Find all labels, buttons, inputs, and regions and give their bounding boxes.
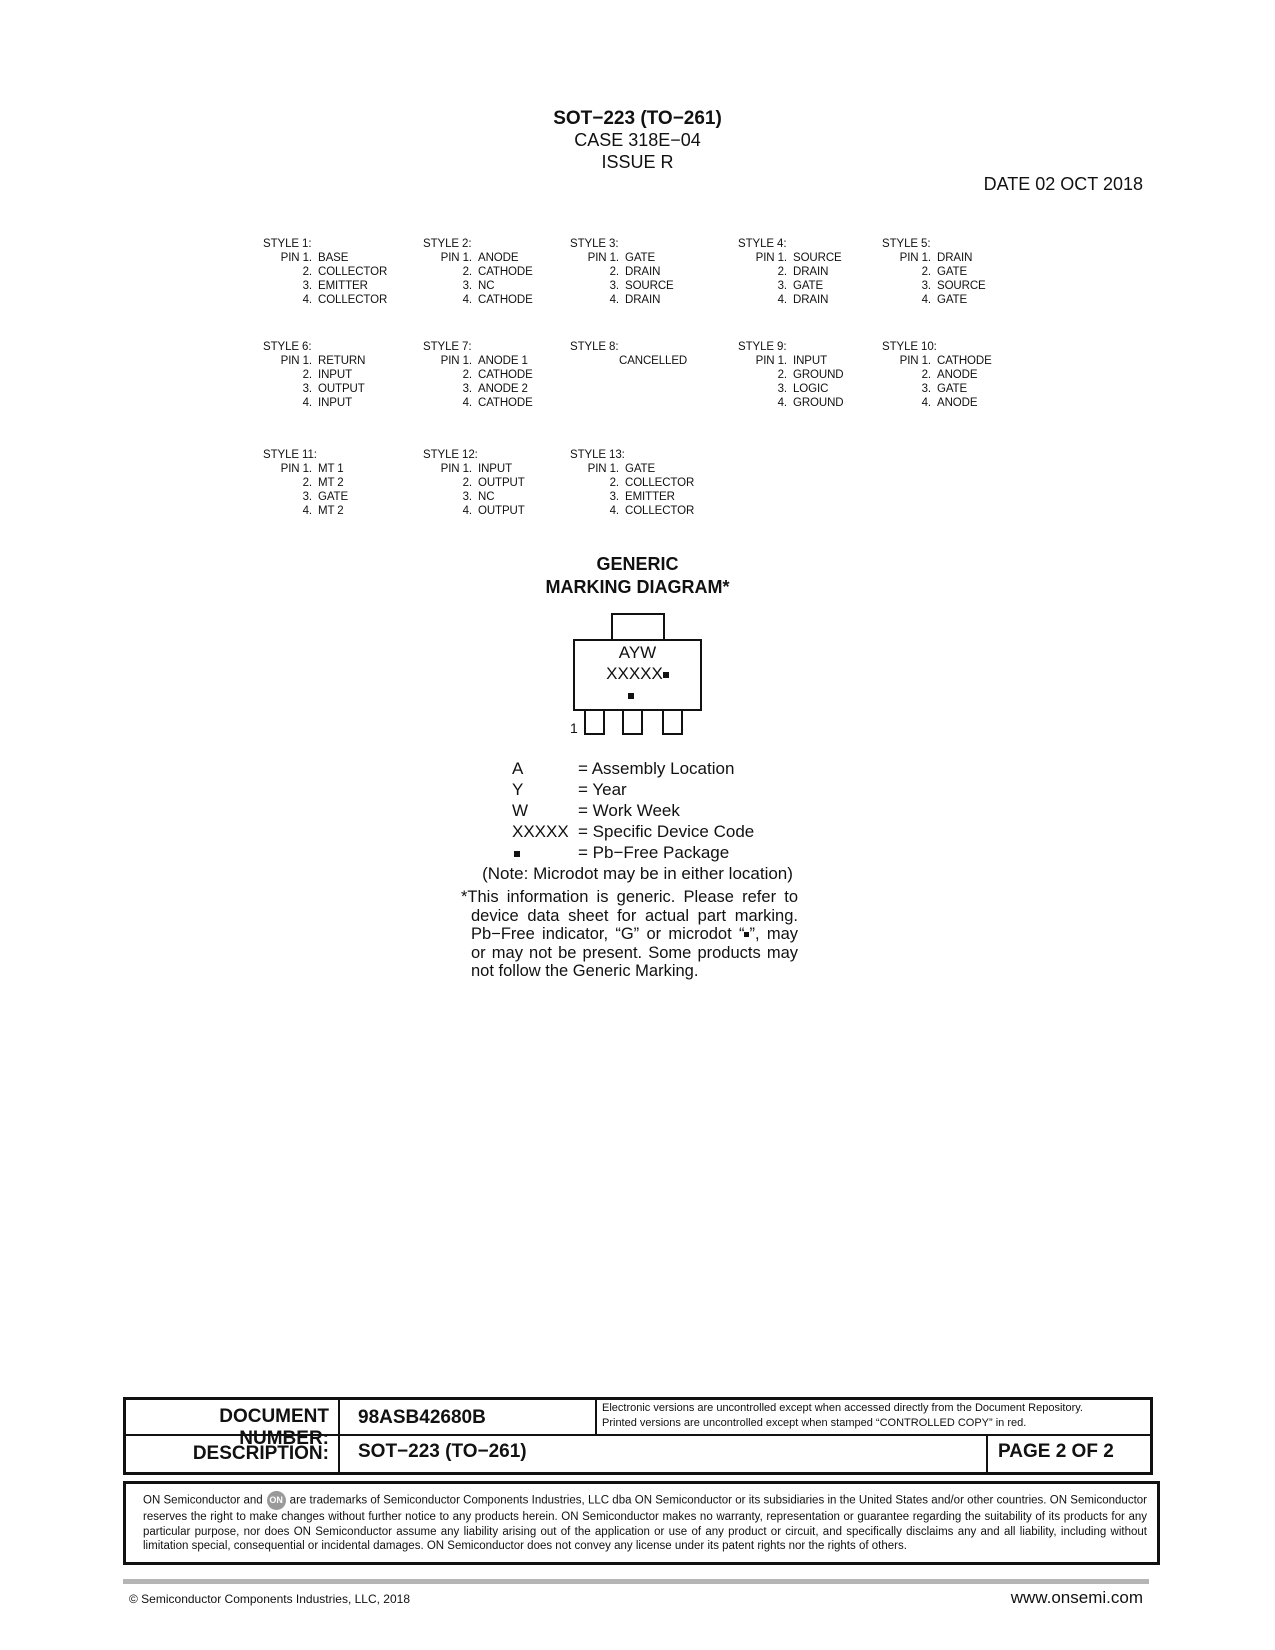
pin-number: 4. bbox=[921, 397, 931, 409]
package-tab bbox=[611, 613, 665, 641]
website-link[interactable]: www.onsemi.com bbox=[1010, 1588, 1143, 1607]
legend-value: = Specific Device Code bbox=[578, 822, 755, 841]
pin-style-block bbox=[423, 237, 533, 307]
pin-function: GROUND bbox=[793, 369, 844, 381]
pin-number: 4. bbox=[921, 294, 931, 306]
pin-number: PIN 1. bbox=[440, 252, 472, 264]
document-info-table bbox=[123, 1397, 1153, 1475]
pin-function: GATE bbox=[937, 294, 968, 306]
style-name: STYLE 10: bbox=[882, 341, 937, 353]
pin-style-block bbox=[263, 340, 365, 410]
pin-row bbox=[570, 462, 694, 476]
pin-row bbox=[882, 368, 992, 382]
package-pin-1 bbox=[584, 709, 605, 735]
pin-row bbox=[738, 396, 844, 410]
pin-style-block bbox=[738, 340, 844, 410]
legend-row bbox=[512, 842, 754, 863]
microdot-icon bbox=[514, 851, 520, 857]
pin-function: OUTPUT bbox=[318, 383, 365, 395]
legend-row bbox=[512, 779, 754, 800]
pin-row bbox=[263, 396, 365, 410]
pin-row bbox=[423, 396, 533, 410]
pin-row bbox=[738, 251, 842, 265]
pin-number: 2. bbox=[302, 477, 312, 489]
microdot-note: (Note: Microdot may be in either location) bbox=[482, 864, 793, 883]
pin-1-label: 1 bbox=[570, 720, 578, 736]
pin-row bbox=[263, 476, 348, 490]
package-pin-2 bbox=[622, 709, 643, 735]
pin-number: PIN 1. bbox=[280, 252, 312, 264]
trademark-text-rest: are trademarks of Semiconductor Components Industries, LLC dba ON Semiconductor or its subsidiaries in the United States and/or other countries. ON Semiconductor reserves the right to make changes without further notice to any products herein. ON Semiconductor makes no warranty, representation or guarantee regarding the suitability of its products for any particular purpose, nor does ON Semiconductor assume any liability arising out of the application or use of any product or circuit, and specifically disclaims any and all liability, including without limitation special, consequential or incidental damages. ON Semiconductor does not convey any license under its patent rights nor the rights of others. bbox=[143, 1494, 1147, 1552]
pin-function: COLLECTOR bbox=[318, 294, 388, 306]
microdot-icon bbox=[663, 672, 669, 678]
pin-row bbox=[423, 490, 525, 504]
legend-value: = Work Week bbox=[578, 801, 680, 820]
pin-number: 2. bbox=[462, 477, 472, 489]
pin-function: GATE bbox=[625, 252, 656, 264]
pin-number: 4. bbox=[302, 294, 312, 306]
marking-title-line1: GENERIC bbox=[596, 554, 679, 574]
pin-row bbox=[423, 382, 533, 396]
pin-function: DRAIN bbox=[625, 294, 661, 306]
pin-function: MT 1 bbox=[318, 463, 344, 475]
pin-function: GATE bbox=[318, 491, 349, 503]
legend-value: = Assembly Location bbox=[578, 759, 735, 778]
pin-number: 2. bbox=[921, 266, 931, 278]
pin-number: PIN 1. bbox=[755, 355, 787, 367]
pin-row bbox=[423, 462, 525, 476]
trademark-notice bbox=[123, 1481, 1160, 1565]
pin-row bbox=[570, 476, 694, 490]
pin-function: ANODE 2 bbox=[478, 383, 528, 395]
pin-number: 2. bbox=[462, 266, 472, 278]
pin-row bbox=[423, 368, 533, 382]
style-name: STYLE 9: bbox=[738, 341, 787, 353]
pin-function: OUTPUT bbox=[478, 477, 525, 489]
document-number-label: DOCUMENT NUMBER: bbox=[219, 1406, 329, 1449]
style-cancelled: CANCELLED bbox=[619, 355, 688, 367]
pin-number: 2. bbox=[777, 369, 787, 381]
pin-function: COLLECTOR bbox=[318, 266, 388, 278]
pin-function: SOURCE bbox=[793, 252, 842, 264]
pin-row bbox=[263, 490, 348, 504]
legend-value: = Year bbox=[578, 780, 627, 799]
pin-row bbox=[570, 504, 694, 518]
pin-row bbox=[423, 354, 533, 368]
pin-number: 3. bbox=[462, 383, 472, 395]
trademark-text bbox=[143, 1491, 1147, 1554]
pin-function: DRAIN bbox=[937, 252, 973, 264]
pin-row bbox=[263, 504, 348, 518]
legend-row bbox=[512, 758, 754, 779]
pin-number: 3. bbox=[921, 383, 931, 395]
pin-function: GATE bbox=[793, 280, 824, 292]
pin-function: ANODE bbox=[478, 252, 519, 264]
pin-number: 4. bbox=[609, 505, 619, 517]
pin-number: 2. bbox=[462, 369, 472, 381]
microdot-icon bbox=[628, 687, 634, 705]
table-divider bbox=[338, 1400, 340, 1472]
pin-function: MT 2 bbox=[318, 477, 344, 489]
pin-number: 3. bbox=[777, 383, 787, 395]
pin-function: DRAIN bbox=[625, 266, 661, 278]
table-divider bbox=[986, 1436, 988, 1472]
description-value: SOT−223 (TO−261) bbox=[358, 1441, 527, 1462]
pin-row bbox=[570, 265, 674, 279]
pin-row bbox=[423, 279, 533, 293]
style-name: STYLE 11: bbox=[263, 449, 317, 461]
pin-style-block bbox=[263, 448, 348, 518]
pin-row bbox=[738, 293, 842, 307]
legend-row bbox=[512, 821, 754, 842]
marking-line1: AYW bbox=[618, 643, 657, 662]
pin-row bbox=[738, 354, 844, 368]
marking-line2 bbox=[573, 664, 702, 684]
pin-row bbox=[570, 251, 674, 265]
pin-style-block bbox=[570, 237, 674, 307]
pin-function: INPUT bbox=[318, 397, 353, 409]
pin-row bbox=[570, 279, 674, 293]
pin-row bbox=[423, 251, 533, 265]
page-number: PAGE 2 OF 2 bbox=[998, 1441, 1114, 1462]
footer-rule bbox=[123, 1579, 1149, 1584]
pin-function: COLLECTOR bbox=[625, 505, 695, 517]
style-name: STYLE 3: bbox=[570, 238, 619, 250]
pin-number: 3. bbox=[302, 280, 312, 292]
pin-number: PIN 1. bbox=[440, 355, 472, 367]
pin-row bbox=[263, 279, 387, 293]
pin-function: GROUND bbox=[793, 397, 844, 409]
style-name: STYLE 12: bbox=[423, 449, 478, 461]
pin-function: DRAIN bbox=[793, 294, 829, 306]
pin-row bbox=[263, 265, 387, 279]
pin-function: SOURCE bbox=[625, 280, 674, 292]
pin-style-block bbox=[882, 237, 986, 307]
table-divider bbox=[595, 1400, 597, 1434]
pin-style-block bbox=[423, 448, 525, 518]
pin-number: 3. bbox=[777, 280, 787, 292]
legend-key: W bbox=[512, 801, 529, 820]
pin-number: 4. bbox=[302, 397, 312, 409]
pin-number: 3. bbox=[609, 280, 619, 292]
pin-function: CATHODE bbox=[478, 266, 533, 278]
style-name: STYLE 6: bbox=[263, 341, 312, 353]
marking-legend bbox=[512, 758, 754, 863]
pin-number: PIN 1. bbox=[587, 463, 619, 475]
pin-row bbox=[570, 490, 694, 504]
pin-number: 4. bbox=[462, 505, 472, 517]
pin-number: PIN 1. bbox=[280, 463, 312, 475]
marking-title-line2: MARKING DIAGRAM* bbox=[545, 577, 730, 597]
pin-function: GATE bbox=[937, 266, 968, 278]
pin-number: 4. bbox=[609, 294, 619, 306]
pin-function: RETURN bbox=[318, 355, 366, 367]
pin-style-block bbox=[423, 340, 533, 410]
trademark-text-start: ON Semiconductor and bbox=[143, 1494, 263, 1507]
pin-row bbox=[882, 354, 992, 368]
legend-value: = Pb−Free Package bbox=[578, 843, 730, 862]
pin-function: COLLECTOR bbox=[625, 477, 695, 489]
pin-number: 3. bbox=[302, 491, 312, 503]
legend-key: A bbox=[512, 759, 524, 778]
pin-row bbox=[882, 279, 986, 293]
generic-note-text: ”, may or may not be present. Some products may not follow the Generic Marking. bbox=[471, 925, 799, 980]
document-date: DATE 02 OCT 2018 bbox=[983, 174, 1143, 194]
pin-row bbox=[423, 293, 533, 307]
pin-function: GATE bbox=[937, 383, 968, 395]
pin-row bbox=[263, 293, 387, 307]
pin-style-block bbox=[570, 340, 687, 368]
pin-function: MT 2 bbox=[318, 505, 344, 517]
copyright-notice: © Semiconductor Components Industries, LLC, 2018 bbox=[129, 1592, 410, 1606]
generic-marking-note bbox=[461, 888, 798, 981]
pin-number: PIN 1. bbox=[440, 463, 472, 475]
pin-number: 4. bbox=[462, 294, 472, 306]
pin-number: 3. bbox=[462, 280, 472, 292]
pin-number: 4. bbox=[462, 397, 472, 409]
pin-number: 2. bbox=[302, 266, 312, 278]
pin-function: ANODE bbox=[937, 397, 978, 409]
pin-number: 4. bbox=[777, 294, 787, 306]
pin-style-block bbox=[882, 340, 992, 410]
disclaimer-line: Electronic versions are uncontrolled except when accessed directly from the Document Repository. bbox=[602, 1402, 1083, 1414]
marking-device-code: XXXXX bbox=[606, 664, 663, 683]
pin-number: 4. bbox=[777, 397, 787, 409]
pin-function: CATHODE bbox=[478, 369, 533, 381]
pin-number: 3. bbox=[921, 280, 931, 292]
issue-label: ISSUE R bbox=[601, 152, 674, 172]
pin-number: 2. bbox=[609, 266, 619, 278]
pin-row bbox=[738, 382, 844, 396]
pin-number: PIN 1. bbox=[755, 252, 787, 264]
pin-number: 3. bbox=[609, 491, 619, 503]
pin-number: PIN 1. bbox=[899, 252, 931, 264]
generic-note-text: *This information is generic. Please refer to device data sheet for actual part marking. Pb−Free indicator, “G” or microdot “ bbox=[461, 888, 798, 943]
pin-function: INPUT bbox=[478, 463, 513, 475]
pin-function: EMITTER bbox=[318, 280, 368, 292]
pin-function: INPUT bbox=[793, 355, 828, 367]
style-name: STYLE 2: bbox=[423, 238, 472, 250]
case-number: CASE 318E−04 bbox=[574, 130, 701, 150]
pin-function: NC bbox=[478, 280, 495, 292]
pin-row bbox=[738, 368, 844, 382]
pin-row bbox=[882, 293, 986, 307]
style-name: STYLE 8: bbox=[570, 341, 619, 353]
package-pin-3 bbox=[662, 709, 683, 735]
pin-number: 2. bbox=[777, 266, 787, 278]
pin-style-block bbox=[570, 448, 694, 518]
pin-number: PIN 1. bbox=[280, 355, 312, 367]
pin-function: OUTPUT bbox=[478, 505, 525, 517]
package-title: SOT−223 (TO−261) bbox=[553, 108, 722, 129]
style-name: STYLE 7: bbox=[423, 341, 472, 353]
pin-row bbox=[423, 476, 525, 490]
pin-number: PIN 1. bbox=[899, 355, 931, 367]
pin-row bbox=[263, 251, 387, 265]
pin-number: 4. bbox=[302, 505, 312, 517]
pin-style-block bbox=[263, 237, 387, 307]
pin-function: INPUT bbox=[318, 369, 353, 381]
pin-number: 3. bbox=[302, 383, 312, 395]
style-name: STYLE 1: bbox=[263, 238, 312, 250]
pin-function: DRAIN bbox=[793, 266, 829, 278]
pin-row bbox=[423, 504, 525, 518]
pin-number: 3. bbox=[462, 491, 472, 503]
pin-function: EMITTER bbox=[625, 491, 675, 503]
style-name: STYLE 4: bbox=[738, 238, 787, 250]
style-name: STYLE 5: bbox=[882, 238, 931, 250]
on-semiconductor-logo-icon: ON bbox=[267, 1491, 286, 1510]
pin-row bbox=[263, 354, 365, 368]
pin-function: ANODE 1 bbox=[478, 355, 528, 367]
pin-row bbox=[263, 382, 365, 396]
pin-row bbox=[882, 251, 986, 265]
pin-row bbox=[423, 265, 533, 279]
pin-function: CATHODE bbox=[937, 355, 992, 367]
pin-function: NC bbox=[478, 491, 495, 503]
pin-row bbox=[738, 265, 842, 279]
pin-function: CATHODE bbox=[478, 294, 533, 306]
disclaimer-line: Printed versions are uncontrolled except when stamped “CONTROLLED COPY” in red. bbox=[602, 1417, 1027, 1429]
pin-number: 2. bbox=[302, 369, 312, 381]
pin-function: LOGIC bbox=[793, 383, 829, 395]
pin-row bbox=[738, 279, 842, 293]
document-number: 98ASB42680B bbox=[358, 1407, 486, 1428]
pin-function: CATHODE bbox=[478, 397, 533, 409]
pin-row bbox=[882, 382, 992, 396]
legend-key: Y bbox=[512, 780, 524, 799]
pin-row bbox=[570, 293, 674, 307]
legend-key: XXXXX bbox=[512, 822, 569, 841]
legend-key bbox=[512, 842, 578, 863]
legend-row bbox=[512, 800, 754, 821]
pin-function: BASE bbox=[318, 252, 349, 264]
description-label: DESCRIPTION: bbox=[192, 1443, 329, 1464]
style-name: STYLE 13: bbox=[570, 449, 625, 461]
pin-style-block bbox=[738, 237, 842, 307]
pin-row bbox=[263, 368, 365, 382]
document-disclaimer bbox=[602, 1401, 1142, 1431]
pin-row bbox=[882, 396, 992, 410]
pin-number: 2. bbox=[921, 369, 931, 381]
pin-row bbox=[263, 462, 348, 476]
pin-row bbox=[882, 265, 986, 279]
pin-function: GATE bbox=[625, 463, 656, 475]
pin-number: PIN 1. bbox=[587, 252, 619, 264]
pin-function: ANODE bbox=[937, 369, 978, 381]
pin-function: SOURCE bbox=[937, 280, 986, 292]
pin-number: 2. bbox=[609, 477, 619, 489]
